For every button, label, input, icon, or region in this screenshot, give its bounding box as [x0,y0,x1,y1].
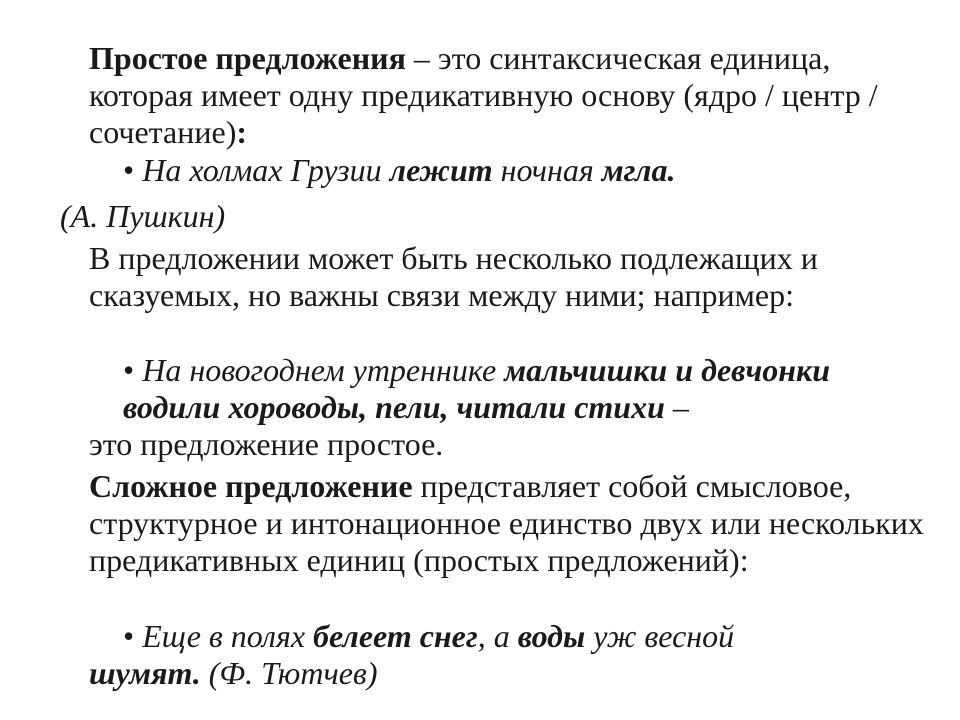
example-text: На холмах Грузии [134,152,390,188]
subject: воды [517,618,586,654]
definition-simple-sentence [89,40,929,151]
example-text: Еще в полях [134,618,314,654]
bullet-icon: • [123,152,135,188]
author-tyutchev: (Ф. Тютчев) [200,655,378,691]
predicate: шумят. [89,655,201,691]
example-new-year [123,352,923,426]
example-text: уж весной [585,618,735,654]
example-conclusion: это предложение простое. [89,426,444,462]
subject: мгла. [601,152,676,188]
term-complex-sentence: Сложное предложение [89,468,413,504]
bullet-icon: • [123,352,135,388]
example-text: На новогоднем утреннике [134,352,505,388]
example-text: ночная [492,152,602,188]
predicate: лежит [389,152,493,188]
example-tyutchev-cont [89,655,929,692]
dash: – [664,389,689,425]
example-text: , а [477,618,518,654]
bullet-icon: • [123,618,135,654]
definition-complex-sentence [89,468,929,579]
definition-complex-text: представляет собой смысловое, структурное и интонационное единство двух или нескольких предикативных единиц (простых предложений): [89,468,924,578]
paragraph-multiple-subjects: В предложении может быть несколько подлежащих и сказуемых, но важны связи между ними; например: [89,240,818,313]
example-pushkin [123,152,923,189]
definition-simple-text: – это синтаксическая единица, которая имеет одну предикативную основу (ядро / центр / сочетание) [89,40,878,150]
author-pushkin: (А. Пушкин) [60,198,226,234]
term-simple-sentence: Простое предложения [89,40,406,76]
grammatical-basis: белеет снег [313,618,478,654]
colon: : [236,114,248,150]
grammatical-basis: мальчишки и девчонки водили хороводы, пели, читали стихи [123,352,831,425]
example-tyutchev [123,618,923,655]
